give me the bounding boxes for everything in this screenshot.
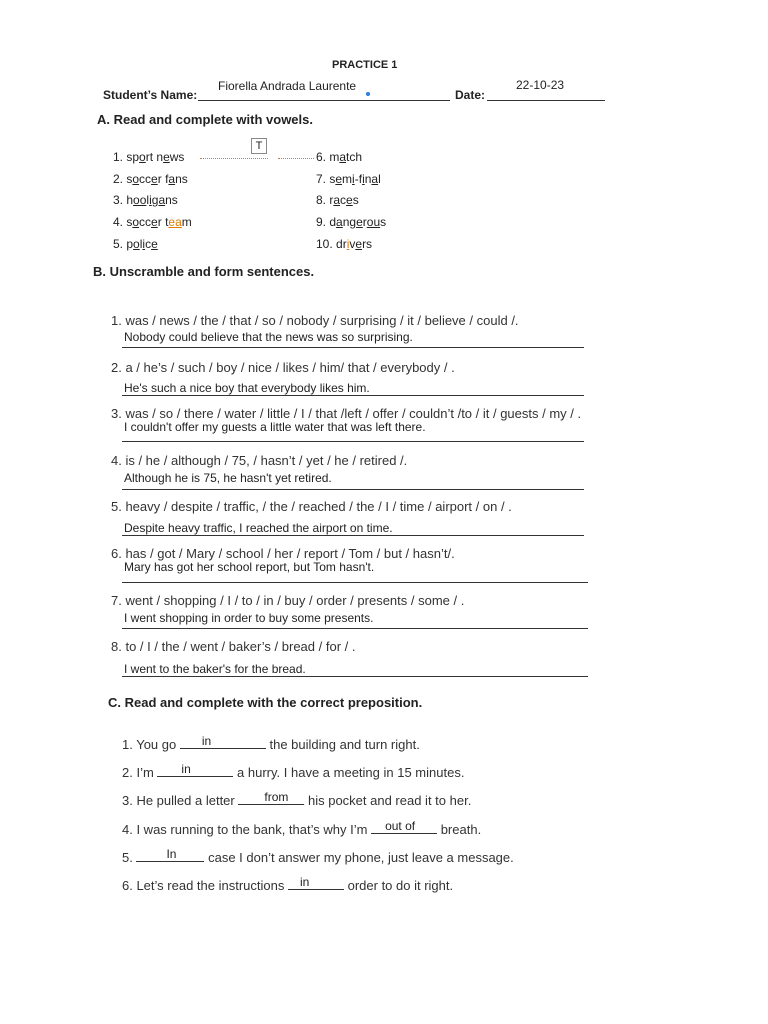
scramble-answer: Nobody could believe that the news was so surprising. [124, 330, 413, 344]
vowel-item: 3. hooligans [113, 193, 178, 207]
vowel-item: 8. races [316, 193, 359, 207]
answer-line [122, 347, 584, 348]
ink-dot [366, 92, 370, 96]
date-line [487, 100, 605, 101]
answer-line [122, 676, 588, 677]
scramble-answer: Although he is 75, he hasn't yet retired. [124, 471, 332, 485]
scramble-question: 7. went / shopping / I / to / in / buy / order / presents / some / . [111, 593, 465, 608]
scramble-answer: I went to the baker's for the bread. [124, 662, 306, 676]
answer-line [122, 395, 584, 396]
student-name-line [198, 100, 450, 101]
letter-box: T [251, 138, 267, 154]
preposition-item: 5. In case I don’t answer my phone, just leave a message. [122, 847, 514, 865]
scramble-question: 5. heavy / despite / traffic, / the / reached / the / I / time / airport / on / . [111, 499, 512, 514]
preposition-item: 3. He pulled a letter from his pocket and read it to her. [122, 790, 472, 808]
preposition-answer: In [136, 847, 204, 862]
vowel-item: 10. drivers [316, 237, 373, 251]
scramble-answer: I couldn't offer my guests a little water that was left there. [124, 420, 426, 434]
dotted-connector-left [200, 158, 268, 159]
answer-line [122, 441, 584, 442]
section-c-title: C. Read and complete with the correct preposition. [108, 695, 423, 710]
answer-line [122, 582, 588, 583]
scramble-answer: Mary has got her school report, but Tom hasn't. [124, 560, 375, 574]
scramble-answer: Despite heavy traffic, I reached the airport on time. [124, 521, 393, 535]
student-name-value: Fiorella Andrada Laurente [218, 79, 357, 93]
preposition-answer: in [180, 734, 266, 749]
dotted-connector-right [278, 158, 314, 159]
date-label: Date: [455, 88, 486, 102]
vowel-item: 6. match [316, 150, 363, 164]
student-name-label: Student’s Name: [103, 88, 198, 102]
scramble-question: 8. to / I / the / went / baker’s / bread / for / . [111, 639, 356, 654]
section-a-title: A. Read and complete with vowels. [97, 112, 313, 127]
scramble-question: 1. was / news / the / that / so / nobody / surprising / it / believe / could /. [111, 313, 519, 328]
answer-line [122, 628, 588, 629]
vowel-item: 9. dangerous [316, 215, 387, 229]
vowel-item: 4. soccer team [113, 215, 192, 229]
preposition-item: 1. You go in the building and turn right. [122, 734, 420, 752]
preposition-item: 6. Let’s read the instructions in order to do it right. [122, 875, 454, 893]
scramble-question: 3. was / so / there / water / little / I / that /left / offer / couldn’t /to / it / guests / my / . [111, 406, 582, 421]
answer-line [122, 489, 584, 490]
preposition-answer: in [288, 875, 344, 890]
scramble-question: 2. a / he’s / such / boy / nice / likes / him/ that / everybody / . [111, 360, 455, 375]
preposition-answer: in [157, 762, 233, 777]
scramble-question: 4. is / he / although / 75, / hasn’t / yet / he / retired /. [111, 453, 408, 468]
scramble-answer: I went shopping in order to buy some presents. [124, 611, 374, 625]
vowel-item: 1. sport news [113, 150, 185, 164]
scramble-question: 6. has / got / Mary / school / her / report / Tom / but / hasn’t/. [111, 546, 455, 561]
preposition-answer: out of [371, 819, 437, 834]
vowel-item: 7. semi-final [316, 172, 381, 186]
preposition-item: 2. I’m in a hurry. I have a meeting in 15 minutes. [122, 762, 465, 780]
scramble-answer: He's such a nice boy that everybody likes him. [124, 381, 370, 395]
date-value: 22-10-23 [516, 78, 565, 92]
vowel-item: 5. police [113, 237, 158, 251]
page-title: PRACTICE 1 [332, 59, 398, 71]
answer-line [122, 535, 584, 536]
section-b-title: B. Unscramble and form sentences. [93, 264, 315, 279]
preposition-answer: from [238, 790, 304, 805]
vowel-item: 2. soccer fans [113, 172, 188, 186]
preposition-item: 4. I was running to the bank, that’s why I’m out of breath. [122, 819, 482, 837]
